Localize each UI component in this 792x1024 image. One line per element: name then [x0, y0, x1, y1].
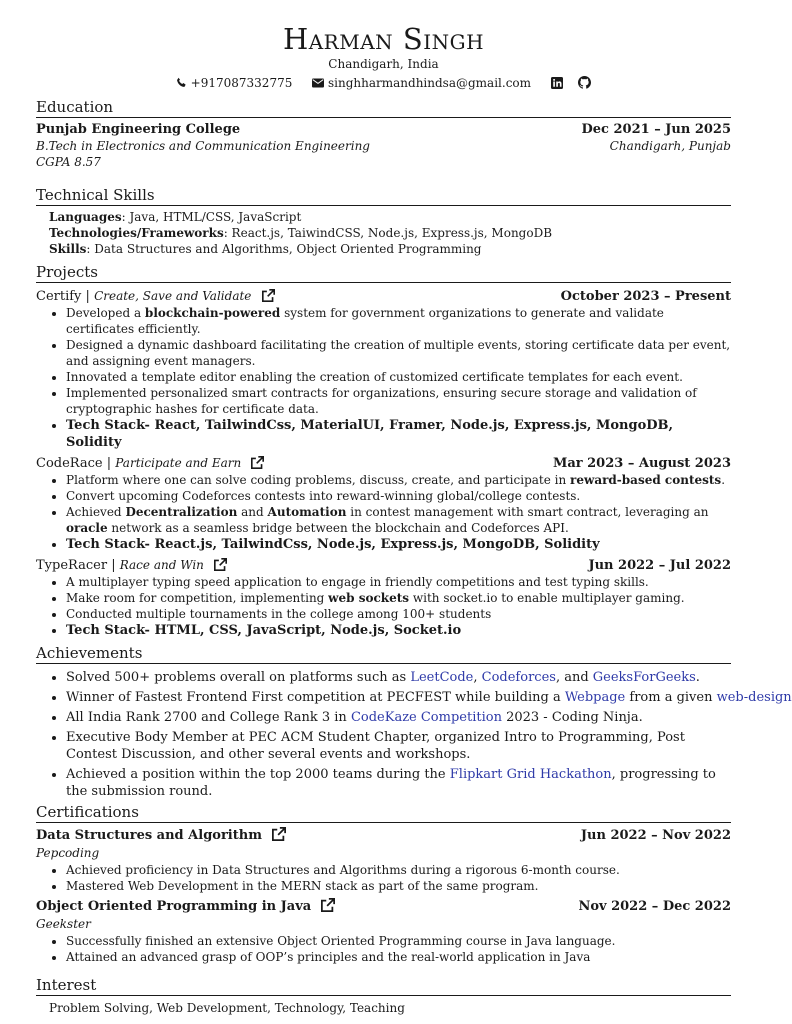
project-tagline: Race and Win: [119, 558, 204, 572]
linkedin-icon[interactable]: [551, 77, 563, 89]
list-item: • Attained an advanced grasp of OOP’s principles and the real-world application in Java: [66, 949, 731, 965]
list-item: • Achieved a position within the top 2000 teams during the Flipkart Grid Hackathon, progressing to the submission round.: [66, 766, 731, 800]
interest-text: Problem Solving, Web Development, Technology, Teaching: [49, 1001, 405, 1015]
tech-stack: • Tech Stack- React, TailwindCss, MaterialUI, Framer, Node.js, Express.js, MongoDB, Solidity: [66, 417, 731, 451]
school-name: Punjab Engineering College: [36, 122, 241, 137]
project-tagline: Create, Save and Validate: [94, 289, 252, 303]
external-link-icon[interactable]: [251, 456, 264, 469]
email-address: singhharmandhindsa@gmail.com: [328, 75, 532, 90]
list-item: • Implemented personalized smart contracts for organizations, ensuring secure storage and validation of cryptographic hashes for certificate data.: [66, 385, 731, 417]
list-item: • Executive Body Member at PEC ACM Student Chapter, organized Intro to Programming, Post Contest Discussion, and other several events and workshops.: [66, 729, 731, 763]
github-icon[interactable]: [578, 76, 591, 89]
contact-row: [36, 73, 731, 91]
technologies-label: Technologies/Frameworks: [49, 226, 224, 240]
list-item: • Conducted multiple tournaments in the college among 100+ students: [66, 606, 731, 622]
project-name: Certify: [36, 289, 82, 304]
flipkart-grid-link[interactable]: Flipkart Grid Hackathon: [449, 767, 612, 782]
skills-value: : Data Structures and Algorithms, Object Oriented Programming: [86, 242, 482, 256]
external-link-icon[interactable]: [214, 558, 227, 571]
phone-link[interactable]: [176, 73, 293, 92]
list-item: • Solved 500+ problems overall on platforms such as LeetCode, Codeforces, and GeeksForGeeks.: [66, 669, 731, 686]
list-item: • Designed a dynamic dashboard facilitating the creation of multiple events, storing certificate data per event, and assigning event managers.: [66, 337, 731, 369]
resume-page: [36, 0, 792, 1016]
list-item: • Successfully finished an extensive Object Oriented Programming course in Java language.: [66, 933, 731, 949]
list-item: • Innovated a template editor enabling the creation of customized certificate templates for each event.: [66, 369, 731, 385]
list-item: • Platform where one can solve coding problems, discuss, create, and participate in reward-based contests.: [66, 472, 731, 488]
certification-name: Object Oriented Programming in Java: [36, 899, 312, 914]
web-design-link[interactable]: web-design: [716, 690, 792, 705]
tech-stack: • Tech Stack- HTML, CSS, JavaScript, Node.js, Socket.io: [66, 622, 731, 639]
geeksforgeeks-link[interactable]: GeeksForGeeks: [592, 670, 696, 685]
cgpa: CGPA 8.57: [36, 155, 101, 169]
section-interest: Interest: [36, 976, 731, 996]
education-entry: [36, 122, 731, 171]
webpage-link[interactable]: Webpage: [564, 690, 626, 705]
skills-block: [36, 209, 731, 257]
education-place: Chandigarh, Punjab: [609, 139, 731, 153]
list-item: • Winner of Fastest Frontend First competition at PECFEST while building a Webpage from a given web-design: [66, 689, 731, 706]
envelope-icon: [312, 78, 324, 88]
location: Chandigarh, India: [328, 57, 439, 71]
section-education: Education: [36, 98, 731, 118]
project-certify: Certify | Create, Save and Validate October 2023 – Present • Developed a blockchain-powered system for government organizations to generate and validate certificates efficiently. • Designed a dynamic dashboard facilitating the creation of multiple events, storing certificate data per event, and assigning event managers. • Innovated a template editor enabling the creation of customized certificate templates for each event. • Implemented personalized smart contracts for organizations, ensuring secure storage and validation of cryptographic hashes for certificate data. • Tech Stack- React, TailwindCss, MaterialUI, Framer, Node.js, Express.js, MongoDB, Solidity: [36, 288, 731, 451]
section-certifications: Certifications: [36, 803, 731, 823]
degree: B.Tech in Electronics and Communication Engineering: [36, 139, 370, 153]
achievements-list: [36, 669, 792, 800]
certification-oop: [36, 898, 731, 965]
section-projects: Projects: [36, 263, 731, 283]
external-link-icon[interactable]: [321, 898, 335, 912]
external-link-icon[interactable]: [272, 827, 286, 841]
project-tagline: Participate and Earn: [115, 456, 242, 470]
list-item: • Achieved Decentralization and Automation in contest management with smart contract, leveraging an oracle network as a seamless bridge between the blockchain and Codeforces API.: [66, 504, 731, 536]
email-link[interactable]: [312, 73, 531, 92]
certification-org: Geekster: [36, 917, 91, 931]
phone-icon: [176, 77, 187, 88]
certification-org: Pepcoding: [36, 846, 100, 860]
certification-dsa: [36, 827, 731, 894]
list-item: • All India Rank 2700 and College Rank 3 in CodeKaze Competition 2023 - Coding Ninja.: [66, 709, 731, 726]
project-dates: Jun 2022 – Jul 2022: [588, 558, 731, 573]
project-coderace: CodeRace | Participate and Earn Mar 2023 – August 2023 • Platform where one can solve coding problems, discuss, create, and participate in reward-based contests. • Convert upcoming Codeforces contests into reward-winning global/college contests. • Achieved Decentralization and Automation in contest management with smart contract, leveraging an oracle network as a seamless bridge between the blockchain and Codeforces API. • Tech Stack- React.js, TailwindCss, Node.js, Express.js, MongoDB, Solidity: [36, 455, 731, 553]
technologies-value: : React.js, TaiwindCSS, Node.js, Express.js, MongoDB: [223, 226, 553, 240]
languages-value: : Java, HTML/CSS, JavaScript: [121, 210, 302, 224]
section-achievements: Achievements: [36, 644, 731, 664]
project-dates: October 2023 – Present: [560, 289, 731, 304]
list-item: • Developed a blockchain-powered system for government organizations to generate and validate certificates efficiently.: [66, 305, 731, 337]
list-item: • Make room for competition, implementing web sockets with socket.io to enable multiplayer gaming.: [66, 590, 731, 606]
project-dates: Mar 2023 – August 2023: [552, 456, 731, 471]
phone-number: +917087332775: [190, 75, 293, 90]
list-item: • A multiplayer typing speed application to engage in friendly competitions and test typing skills.: [66, 574, 731, 590]
project-name: TypeRacer: [36, 558, 108, 573]
leetcode-link[interactable]: LeetCode: [410, 670, 474, 685]
certification-dates: Jun 2022 – Nov 2022: [580, 828, 731, 843]
project-name: CodeRace: [36, 456, 103, 471]
languages-label: Languages: [49, 210, 122, 224]
skills-label: Skills: [49, 242, 87, 256]
list-item: • Convert upcoming Codeforces contests into reward-winning global/college contests.: [66, 488, 731, 504]
education-dates: Dec 2021 – Jun 2025: [581, 122, 731, 137]
codeforces-link[interactable]: Codeforces: [481, 670, 556, 685]
list-item: • Achieved proficiency in Data Structures and Algorithms during a rigorous 6-month course.: [66, 862, 731, 878]
codekaze-link[interactable]: CodeKaze Competition: [350, 710, 502, 725]
tech-stack: • Tech Stack- React.js, TailwindCss, Node.js, Express.js, MongoDB, Solidity: [66, 536, 731, 553]
external-link-icon[interactable]: [262, 289, 275, 302]
certification-dates: Nov 2022 – Dec 2022: [578, 899, 731, 914]
project-typeracer: TypeRacer | Race and Win Jun 2022 – Jul 2022 • A multiplayer typing speed application to engage in friendly competitions and test typing skills. • Make room for competition, implementing web sockets with socket.io to enable multiplayer gaming. • Conducted multiple tournaments in the college among 100+ students • Tech Stack- HTML, CSS, JavaScript, Node.js, Socket.io: [36, 557, 731, 639]
candidate-name: Harman Singh: [282, 22, 485, 56]
list-item: • Mastered Web Development in the MERN stack as part of the same program.: [66, 878, 731, 894]
certification-name: Data Structures and Algorithm: [36, 828, 262, 843]
section-skills: Technical Skills: [36, 186, 731, 206]
